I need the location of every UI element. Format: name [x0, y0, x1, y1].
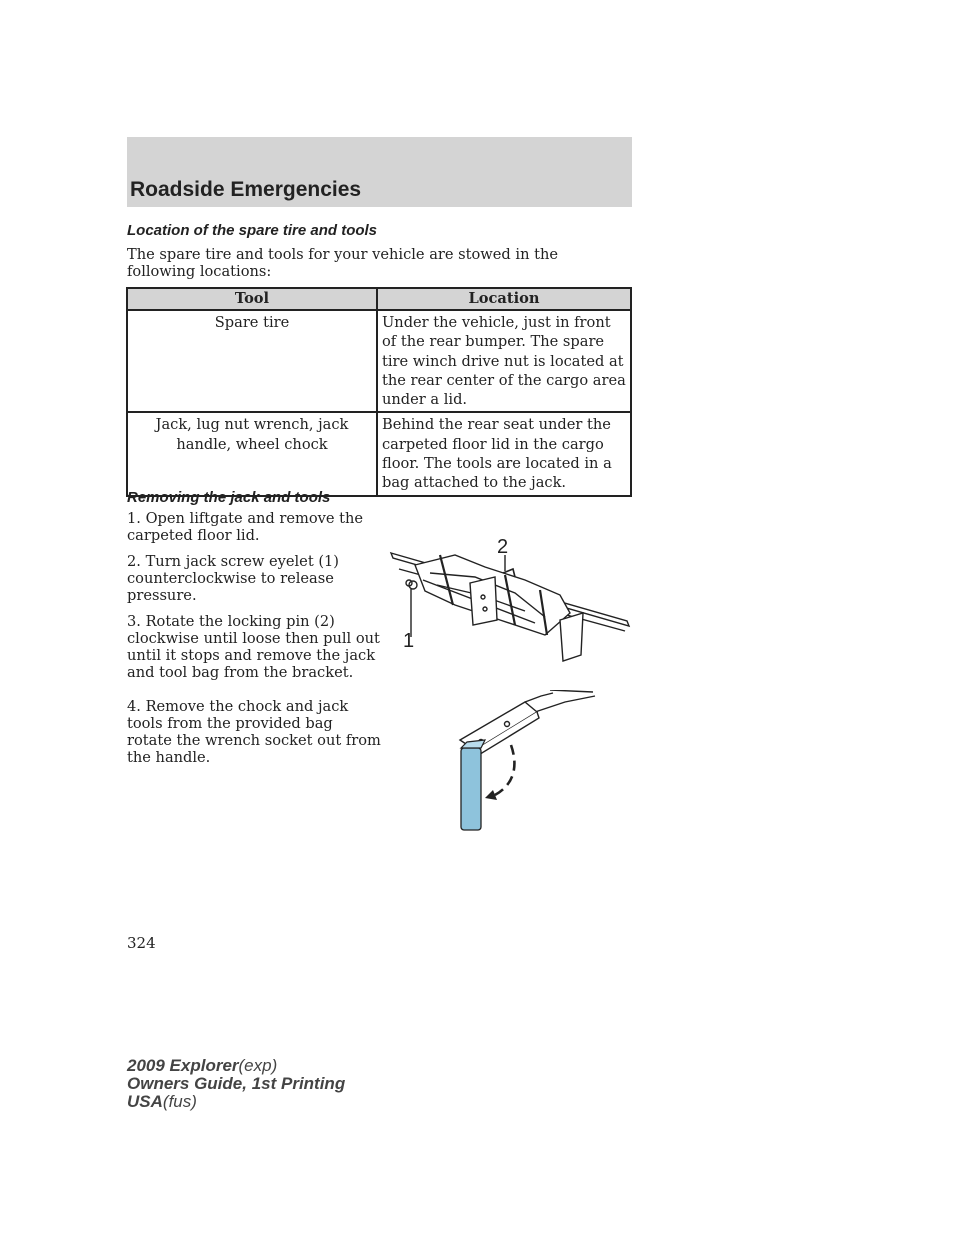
- footer-printing: Owners Guide, 1st Printing: [127, 1074, 346, 1093]
- tools-table: [126, 287, 632, 497]
- page-number: 324: [127, 934, 156, 952]
- footer-market-code: (fus): [162, 1092, 197, 1111]
- callout-label-2: 2: [497, 536, 509, 558]
- table-cell-location: Behind the rear seat under the carpeted floor lid in the cargo floor. The tools are located in a bag attached to the jack.: [377, 412, 631, 495]
- wrench-socket-illustration: [445, 690, 605, 835]
- intro-paragraph: The spare tire and tools for your vehicle are stowed in the following locations:: [127, 246, 559, 280]
- section-title: Roadside Emergencies: [130, 178, 362, 201]
- table-header-tool: Tool: [127, 288, 377, 310]
- step-item: 2. Turn jack screw eyelet (1) counterclockwise to release pressure.: [127, 553, 339, 604]
- callout-label-1: 1: [403, 630, 415, 652]
- table-cell-tool: Jack, lug nut wrench, jack handle, wheel chock: [127, 412, 377, 495]
- step-item: 1. Open liftgate and remove the carpeted floor lid.: [127, 510, 364, 544]
- steps-list: [127, 510, 382, 775]
- jack-bracket-illustration: [385, 525, 635, 675]
- footer-model: 2009 Explorer: [127, 1056, 239, 1075]
- heading-location: Location of the spare tire and tools: [127, 222, 378, 239]
- footer-market: USA: [127, 1092, 163, 1111]
- table-row: [127, 310, 631, 412]
- footer-info: [127, 1057, 345, 1111]
- step-item: 3. Rotate the locking pin (2) clockwise until loose then pull out until it stops and remove the jack and tool bag from the bracket.: [127, 613, 380, 681]
- table-cell-location: Under the vehicle, just in front of the rear bumper. The spare tire winch drive nut is located at the rear center of the cargo area under a lid.: [377, 310, 631, 412]
- table-cell-tool: Spare tire: [127, 310, 377, 412]
- footer-model-code: (exp): [238, 1056, 278, 1075]
- table-row: [127, 412, 631, 495]
- heading-removing: Removing the jack and tools: [127, 489, 331, 506]
- table-header-location: Location: [377, 288, 631, 310]
- step-item: 4. Remove the chock and jack tools from the provided bag rotate the wrench socket out from the handle.: [127, 698, 381, 766]
